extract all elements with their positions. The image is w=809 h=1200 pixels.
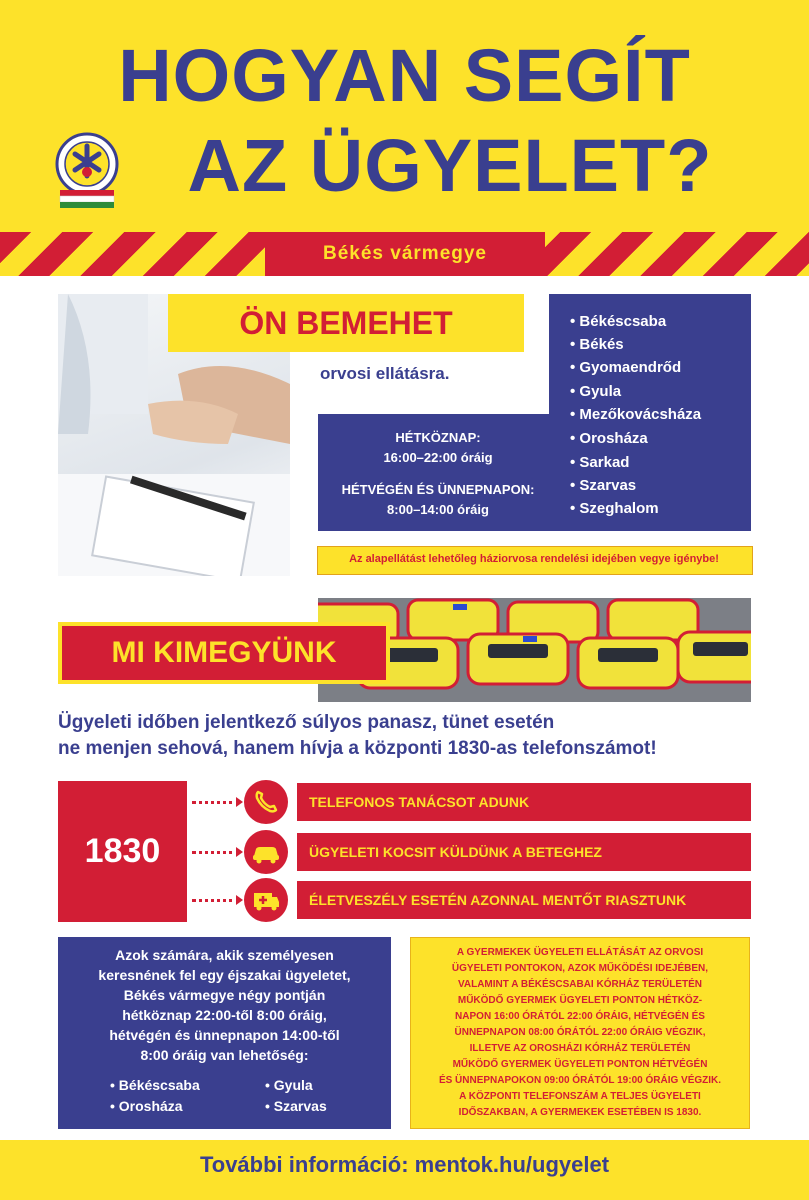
emergency-service-logo-icon bbox=[52, 132, 122, 212]
home-visit-heading: MI KIMEGYÜNK bbox=[58, 622, 390, 684]
night-town-item: • Békéscsaba bbox=[110, 1077, 200, 1093]
weekend-label: HÉTVÉGÉN ÉS ÜNNEPNAPON: bbox=[341, 482, 535, 497]
page-title-line2: AZ ÜGYELET? bbox=[187, 124, 713, 207]
night-care-line: keresnének fel egy éjszakai ügyeletet, bbox=[98, 967, 351, 983]
region-label: Békés vármegye bbox=[265, 232, 545, 276]
children-care-line: MŰKÖDŐ GYERMEK ÜGYELETI PONTON HÉTKÖZ- bbox=[457, 995, 703, 1006]
connector-dots bbox=[192, 801, 240, 804]
town-item: • Békéscsaba bbox=[570, 313, 667, 330]
children-care-line: A KÖZPONTI TELEFONSZÁM A TELJES ÜGYELETI bbox=[459, 1091, 701, 1102]
town-item: • Mezőkovácsháza bbox=[570, 406, 702, 423]
arrow-icon bbox=[236, 895, 243, 905]
phone-icon bbox=[244, 780, 288, 824]
hotline-number: 1830 bbox=[58, 781, 187, 922]
children-care-line: ILLETVE AZ OROSHÁZI KÓRHÁZ TERÜLETÉN bbox=[469, 1043, 691, 1054]
night-care-line: hétvégén és ünnepnapon 14:00-től bbox=[109, 1027, 340, 1043]
night-town-item: • Szarvas bbox=[265, 1098, 327, 1114]
town-item: • Sarkad bbox=[570, 454, 630, 471]
call-instruction-line2: ne menjen sehová, hanem hívja a központi 1830-as telefonszámot! bbox=[58, 738, 657, 759]
hotline-service-phone-advice: TELEFONOS TANÁCSOT ADUNK bbox=[297, 783, 751, 821]
night-town-item: • Orosháza bbox=[110, 1098, 183, 1114]
children-care-line: ÜNNEPNAPON 08:00 ÓRÁTÓL 22:00 ÓRÁIG VÉGZIK, bbox=[454, 1027, 706, 1038]
children-care-line: NAPON 16:00 ÓRÁTÓL 22:00 ÓRÁIG, HÉTVÉGÉN ÉS bbox=[455, 1011, 705, 1022]
children-care-line: VALAMINT A BÉKÉSCSABAI KÓRHÁZ TERÜLETÉN bbox=[457, 979, 703, 990]
children-care-line: A GYERMEKEK ÜGYELETI ELLÁTÁSÁT AZ ORVOSI bbox=[456, 947, 704, 958]
primary-care-note: Az alapellátást lehetőleg háziorvosa rendelési idejében vegye igénybe! bbox=[349, 553, 719, 565]
call-instruction-line1: Ügyeleti időben jelentkező súlyos panasz, tünet esetén bbox=[58, 712, 555, 733]
town-item: • Gyula bbox=[570, 383, 622, 400]
night-care-line: 8:00 óráig van lehetőség: bbox=[140, 1047, 309, 1063]
page-title-line1: HOGYAN SEGÍT bbox=[118, 34, 691, 117]
walk-in-heading: ÖN BEMEHET bbox=[168, 294, 524, 352]
town-item: • Orosháza bbox=[570, 430, 648, 447]
ambulance-icon bbox=[244, 878, 288, 922]
children-care-line: ÉS ÜNNEPNAPOKON 09:00 ÓRÁTÓL 19:00 ÓRÁIG VÉGZIK. bbox=[438, 1075, 722, 1086]
night-care-line: Békés vármegye négy pontján bbox=[123, 987, 326, 1003]
weekday-hours: 16:00–22:00 óráig bbox=[383, 450, 493, 465]
hotline-service-send-car: ÜGYELETI KOCSIT KÜLDÜNK A BETEGHEZ bbox=[297, 833, 751, 871]
night-town-item: • Gyula bbox=[265, 1077, 313, 1093]
walk-in-subtitle: orvosi ellátásra. bbox=[320, 364, 450, 383]
town-item: • Szeghalom bbox=[570, 500, 659, 517]
more-info-link[interactable]: További információ: mentok.hu/ugyelet bbox=[199, 1152, 610, 1177]
connector-dots bbox=[192, 899, 240, 902]
hotline-service-ambulance: ÉLETVESZÉLY ESETÉN AZONNAL MENTŐT RIASZTUNK bbox=[297, 881, 751, 919]
arrow-icon bbox=[236, 847, 243, 857]
town-item: • Békés bbox=[570, 336, 624, 353]
night-care-line: Azok számára, akik személyesen bbox=[115, 947, 334, 963]
children-care-line: IDŐSZAKBAN, A GYERMEKEK ESETÉBEN IS 1830. bbox=[458, 1107, 702, 1118]
connector-dots bbox=[192, 851, 240, 854]
town-item: • Gyomaendrőd bbox=[570, 359, 682, 376]
car-icon bbox=[244, 830, 288, 874]
weekday-label: HÉTKÖZNAP: bbox=[395, 430, 481, 445]
weekend-hours: 8:00–14:00 óráig bbox=[387, 502, 489, 517]
children-care-line: MŰKÖDŐ GYERMEK ÜGYELETI PONTON HÉTVÉGÉN bbox=[452, 1059, 708, 1070]
arrow-icon bbox=[236, 797, 243, 807]
children-care-line: ÜGYELETI PONTOKON, AZOK MŰKÖDÉSI IDEJÉBEN, bbox=[451, 963, 709, 974]
town-item: • Szarvas bbox=[570, 477, 637, 494]
night-care-line: hétköznap 22:00-től 8:00 óráig, bbox=[122, 1007, 327, 1023]
